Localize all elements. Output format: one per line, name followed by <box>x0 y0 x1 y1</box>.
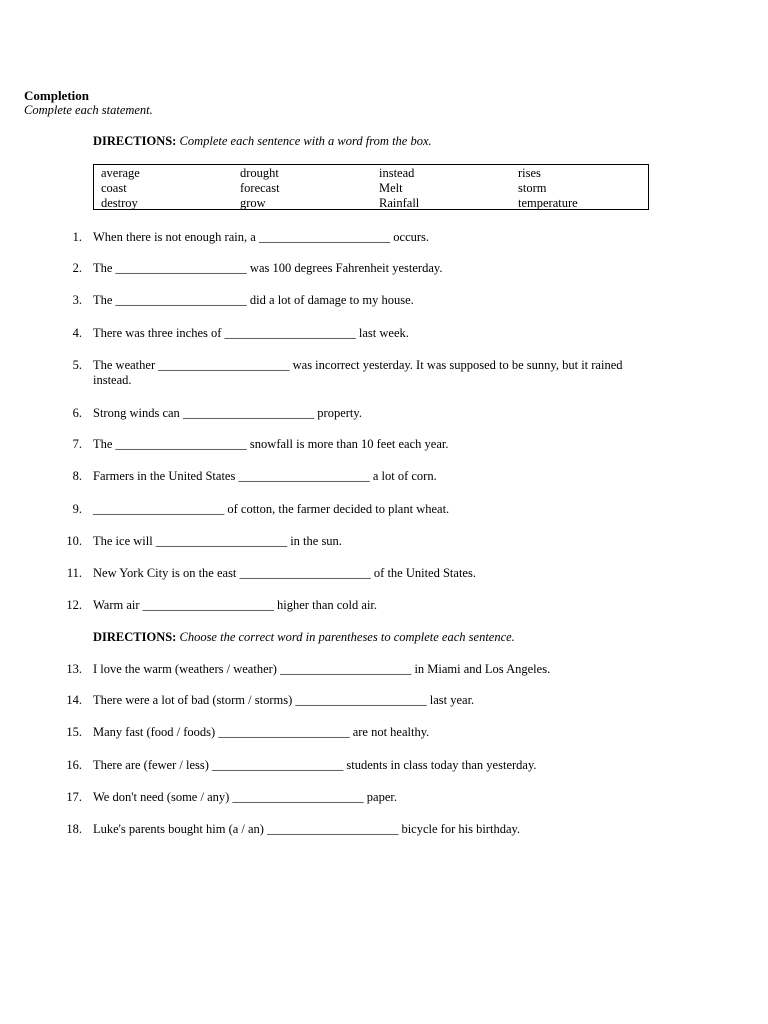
question-number: 3. <box>72 293 82 307</box>
word-bank-word: average <box>101 166 140 180</box>
question-number: 8. <box>72 469 82 483</box>
section-title: Completion <box>24 88 89 103</box>
question-text: The _____________________ was 100 degrees Fahrenheit yesterday. <box>93 261 443 275</box>
question-text: Luke's parents bought him (a / an) _____________________ bicycle for his birthday. <box>93 822 521 836</box>
question-text: The _____________________ did a lot of damage to my house. <box>93 293 414 307</box>
word-bank-box <box>93 164 649 210</box>
word-bank-word: destroy <box>101 196 138 210</box>
question-text: When there is not enough rain, a _____________________ occurs. <box>93 230 430 244</box>
question-text: We don't need (some / any) _____________________ paper. <box>93 790 397 804</box>
directions-2-text: Choose the correct word in parentheses to complete each sentence. <box>179 630 515 644</box>
word-bank-word: storm <box>518 181 547 195</box>
word-bank-word: Melt <box>379 181 403 195</box>
directions-1-text: Complete each sentence with a word from the box. <box>179 134 432 148</box>
question-number: 17. <box>66 790 82 804</box>
directions-2-label: DIRECTIONS: <box>93 630 177 644</box>
question-text: Farmers in the United States _____________________ a lot of corn. <box>93 469 437 483</box>
directions-1-label: DIRECTIONS: <box>93 134 177 148</box>
question-number: 15. <box>66 725 82 739</box>
question-number: 9. <box>72 502 82 516</box>
question-number: 12. <box>66 598 82 612</box>
word-bank-word: forecast <box>240 181 280 195</box>
question-number: 5. <box>72 358 82 372</box>
question-text: I love the warm (weathers / weather) _____________________ in Miami and Los Angeles. <box>93 662 551 676</box>
section-subtitle: Complete each statement. <box>24 103 153 117</box>
word-bank-word: coast <box>101 181 127 195</box>
question-text: _____________________ of cotton, the farmer decided to plant wheat. <box>93 502 450 516</box>
question-text: There were a lot of bad (storm / storms) _____________________ last year. <box>93 693 475 707</box>
question-number: 13. <box>66 662 82 676</box>
word-bank-word: rises <box>518 166 541 180</box>
question-number: 18. <box>66 822 82 836</box>
question-text: Many fast (food / foods) _____________________ are not healthy. <box>93 725 430 739</box>
question-text: New York City is on the east _____________________ of the United States. <box>93 566 476 580</box>
question-text: The weather _____________________ was incorrect yesterday. It was supposed to be sunny, but it rained instead. <box>93 358 623 387</box>
question-number: 16. <box>66 758 82 772</box>
word-bank-word: instead <box>379 166 415 180</box>
question-number: 4. <box>72 326 82 340</box>
question-number: 7. <box>72 437 82 451</box>
directions-2 <box>93 630 515 645</box>
question-number: 6. <box>72 406 82 420</box>
word-bank-word: Rainfall <box>379 196 420 210</box>
question-text: There are (fewer / less) _____________________ students in class today than yesterday. <box>93 758 537 772</box>
word-bank-word: grow <box>240 196 266 210</box>
question-number: 1. <box>72 230 82 244</box>
word-bank-word: drought <box>240 166 279 180</box>
question-number: 10. <box>66 534 82 548</box>
question-text: Strong winds can _____________________ property. <box>93 406 362 420</box>
question-number: 14. <box>66 693 82 707</box>
question-text: Warm air _____________________ higher than cold air. <box>93 598 378 612</box>
question-number: 11. <box>66 566 82 580</box>
question-text: There was three inches of _____________________ last week. <box>93 326 409 340</box>
word-bank-word: temperature <box>518 196 578 210</box>
question-text: The ice will _____________________ in the sun. <box>93 534 342 548</box>
question-text: The _____________________ snowfall is more than 10 feet each year. <box>93 437 449 451</box>
directions-1 <box>93 134 432 149</box>
question-number: 2. <box>72 261 82 275</box>
